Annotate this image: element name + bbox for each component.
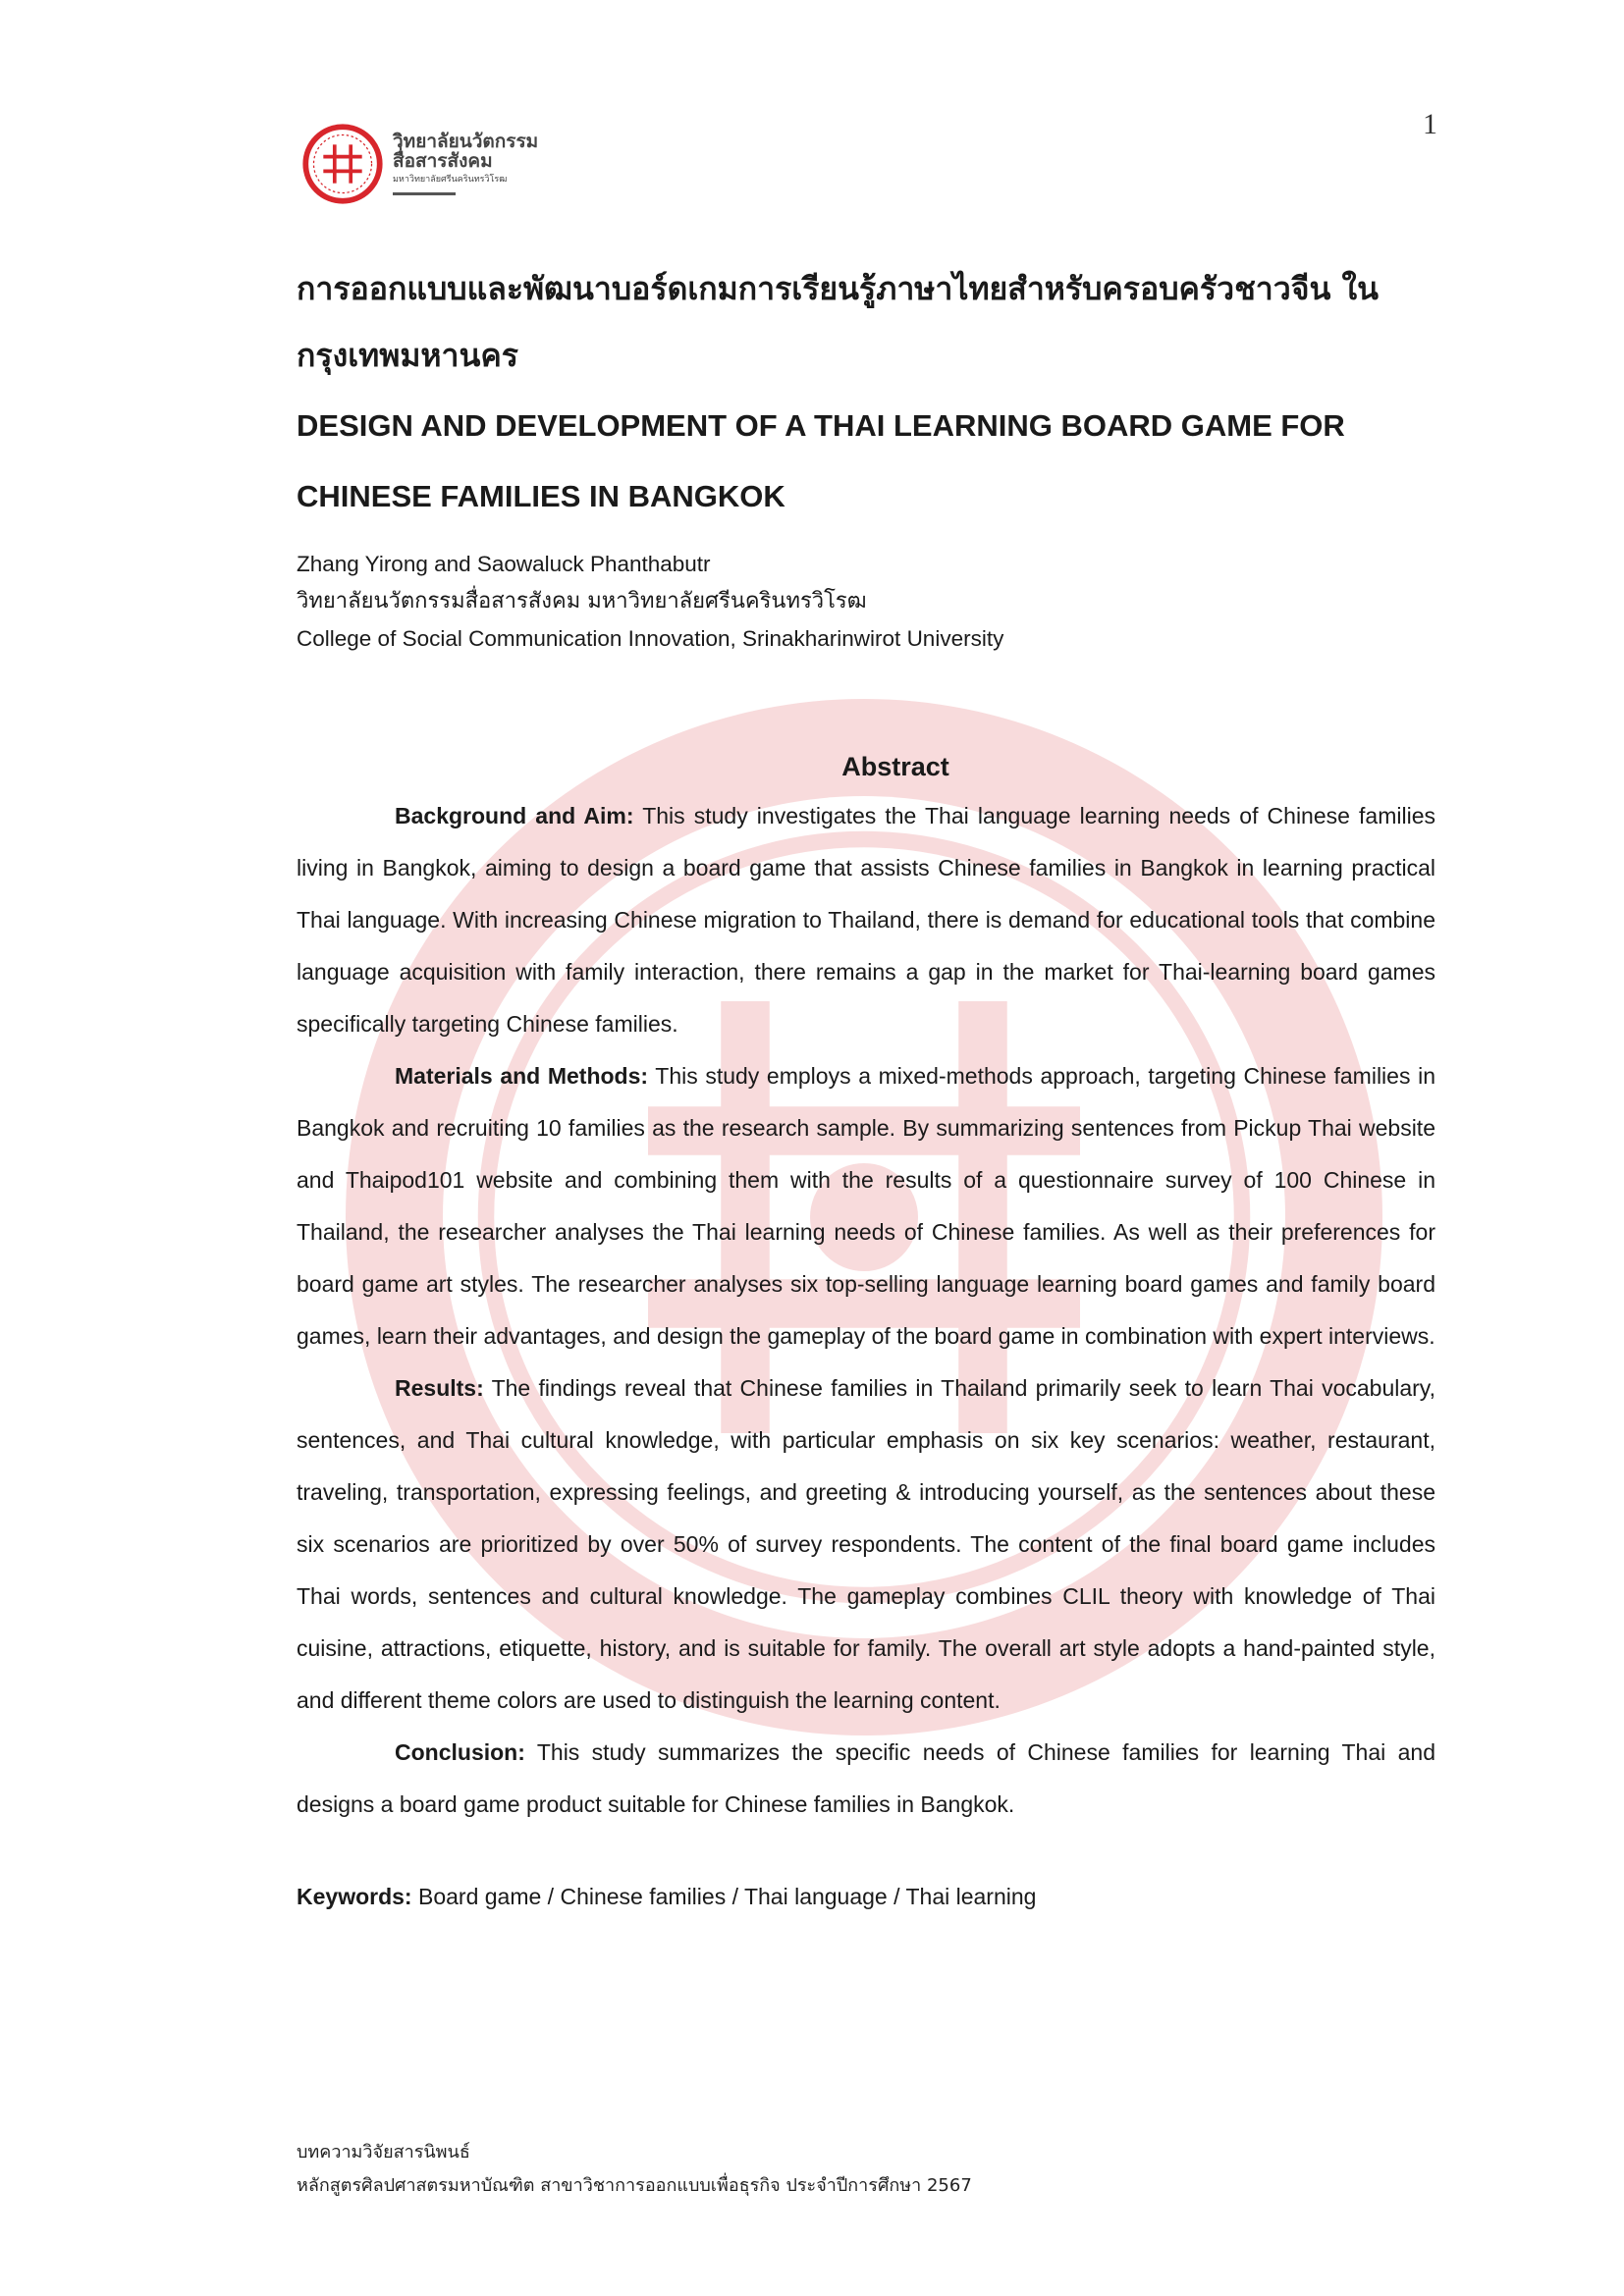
college-seal-icon <box>302 124 383 204</box>
page-number: 1 <box>1423 108 1437 140</box>
footer-line1: บทความวิจัยสารนิพนธ์ <box>297 2142 470 2163</box>
results-label: Results: <box>395 1375 484 1401</box>
methods-label: Materials and Methods: <box>395 1063 649 1089</box>
logo-text-line3: มหาวิทยาลัยศรีนครินทรวิโรฒ <box>393 174 508 185</box>
college-logo <box>302 124 538 204</box>
title-thai: การออกแบบและพัฒนาบอร์ดเกมการเรียนรู้ภาษาไทยสำหรับครอบครัวชาวจีน ในกรุงเทพมหานคร <box>297 270 1379 374</box>
logo-underline <box>393 192 456 195</box>
logo-text-line2: สื่อสารสังคม <box>393 151 493 173</box>
background-text: This study investigates the Thai language learning needs of Chinese families living in Bangkok, aiming to design a board game that assists Chinese families in Bangkok in learning practical Thai language. With increasing Chinese migration to Thailand, there is demand for educational tools that combine language acquisition with family interaction, there remains a gap in the market for Thai-learning board games specifically targeting Chinese families. <box>297 803 1435 1037</box>
affiliation-thai: วิทยาลัยนวัตกรรมสื่อสารสังคม มหาวิทยาลัยศรีนครินทรวิโรฒ <box>297 589 867 614</box>
abstract-background <box>297 790 1435 1050</box>
keywords-text: Board game / Chinese families / Thai language / Thai learning <box>411 1884 1037 1909</box>
abstract-conclusion <box>297 1727 1435 1831</box>
author-names: Zhang Yirong and Saowaluck Phanthabutr <box>297 552 711 576</box>
methods-text: This study employs a mixed-methods approach, targeting Chinese families in Bangkok and recruiting 10 families as the research sample. By summarizing sentences from Pickup Thai website and Thaipod101 website and combining them with the results of a questionnaire survey of 100 Chinese in Thailand, the researcher analyses the Thai learning needs of Chinese families. As well as their preferences for board game art styles. The researcher analyses six top-selling language learning board games and family board games, learn their advantages, and design the gameplay of the board game in combination with expert interviews. <box>297 1063 1435 1349</box>
abstract-methods <box>297 1050 1435 1362</box>
paper-content <box>297 255 1435 1910</box>
author-block <box>297 546 1435 658</box>
conclusion-label: Conclusion: <box>395 1739 525 1765</box>
logo-text-line1: วิทยาลัยนวัตกรรม <box>393 132 539 153</box>
abstract-heading: Abstract <box>841 752 949 781</box>
background-label: Background and Aim: <box>395 803 634 828</box>
keywords-label: Keywords: <box>297 1884 412 1909</box>
abstract-results <box>297 1362 1435 1727</box>
affiliation-english: College of Social Communication Innovation, Srinakharinwirot University <box>297 626 1004 651</box>
title-english: DESIGN AND DEVELOPMENT OF A THAI LEARNING BOARD GAME FOR CHINESE FAMILIES IN BANGKOK <box>297 408 1345 513</box>
keywords <box>297 1884 1435 1910</box>
conclusion-text: This study summarizes the specific needs of Chinese families for learning Thai and designs a board game product suitable for Chinese families in Bangkok. <box>297 1739 1435 1817</box>
footer-line2: หลักสูตรศิลปศาสตรมหาบัณฑิต สาขาวิชาการออกแบบเพื่อธุรกิจ ประจำปีการศึกษา 2567 <box>297 2175 972 2196</box>
results-text: The findings reveal that Chinese families in Thailand primarily seek to learn Thai vocabulary, sentences, and Thai cultural knowledge, with particular emphasis on six key scenarios: weather, restaurant, traveling, transportation, expressing feelings, and greeting & introducing yourself, as the sentences about these six scenarios are prioritized by over 50% of survey respondents. The content of the final board game includes Thai words, sentences and cultural knowledge. The gameplay combines CLIL theory with knowledge of Thai cuisine, attractions, etiquette, history, and is suitable for family. The overall art style adopts a hand-painted style, and different theme colors are used to distinguish the learning content. <box>297 1375 1435 1713</box>
page-footer <box>297 2136 972 2203</box>
